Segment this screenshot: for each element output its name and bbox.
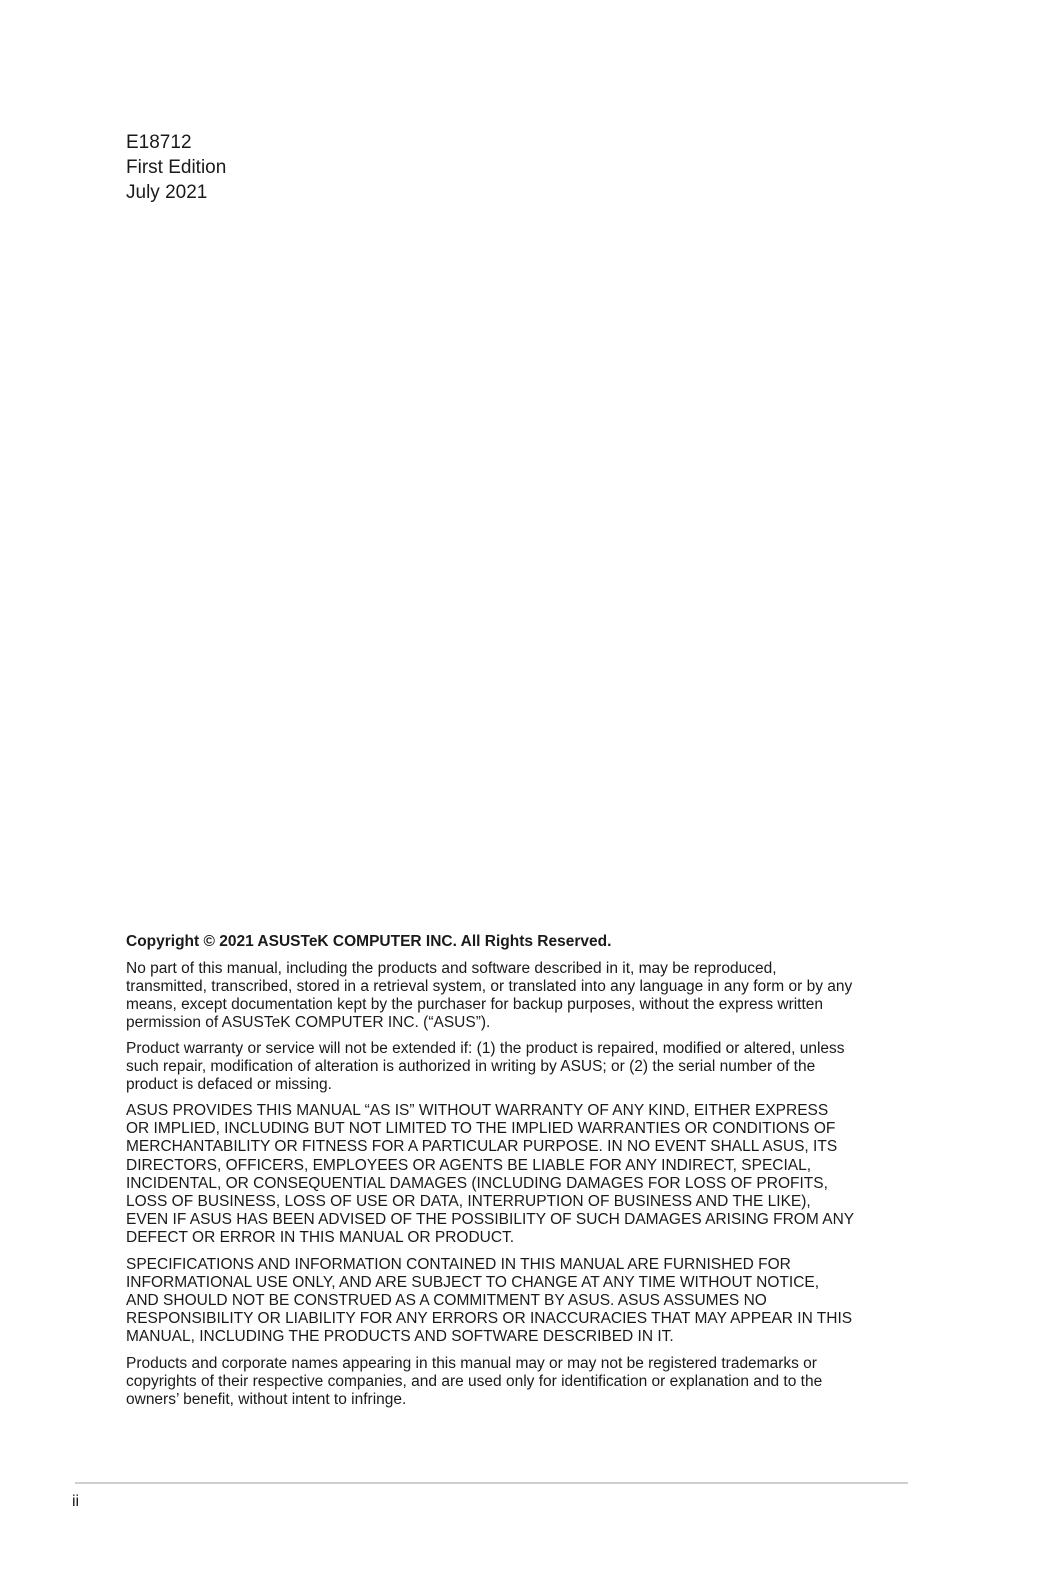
manual-code: E18712 [126,132,192,153]
text-line: ASUS PROVIDES THIS MANUAL “AS IS” WITHOUT WARRANTY OF ANY KIND, EITHER EXPRESS [126,1102,829,1119]
reproduction-paragraph [126,960,926,1032]
copyright-notice [126,932,926,1417]
edition-info [126,130,226,205]
text-line: MANUAL, INCLUDING THE PRODUCTS AND SOFTWARE DESCRIBED IN IT. [126,1328,674,1346]
text-line: INFORMATIONAL USE ONLY, AND ARE SUBJECT TO CHANGE AT ANY TIME WITHOUT NOTICE, [126,1273,820,1291]
text-line: product is defaced or missing. [126,1076,332,1093]
text-line: transmitted, transcribed, stored in a retrieval system, or translated into any language in any form or by any [126,978,853,995]
text-line: LOSS OF BUSINESS, LOSS OF USE OR DATA, INTERRUPTION OF BUSINESS AND THE LIKE), [126,1193,811,1211]
text-line: INCIDENTAL, OR CONSEQUENTIAL DAMAGES (INCLUDING DAMAGES FOR LOSS OF PROFITS, [126,1174,828,1192]
edition-label: First Edition [126,157,227,178]
text-line: EVEN IF ASUS HAS BEEN ADVISED OF THE POSSIBILITY OF SUCH DAMAGES ARISING FROM ANY [126,1211,855,1229]
text-line: SPECIFICATIONS AND INFORMATION CONTAINED IN THIS MANUAL ARE FURNISHED FOR [126,1255,791,1273]
text-line: RESPONSIBILITY OR LIABILITY FOR ANY ERRORS OR INACCURACIES THAT MAY APPEAR IN THIS [126,1310,853,1328]
warranty-paragraph [126,1040,926,1094]
edition-date: July 2021 [126,182,208,203]
text-line: No part of this manual, including the products and software described in it, may be reproduced, [126,960,777,977]
copyright-heading: Copyright © 2021 ASUSTeK COMPUTER INC. All Rights Reserved. [126,933,612,950]
text-line: Product warranty or service will not be extended if: (1) the product is repaired, modified or altered, unless [126,1040,845,1057]
page-number: ii [72,1493,80,1510]
specifications-paragraph [126,1256,926,1347]
text-line: OR IMPLIED, INCLUDING BUT NOT LIMITED TO THE IMPLIED WARRANTIES OR CONDITIONS OF [126,1120,836,1138]
text-line: owners’ benefit, without intent to infringe. [126,1390,407,1408]
text-line: DIRECTORS, OFFICERS, EMPLOYEES OR AGENTS BE LIABLE FOR ANY INDIRECT, SPECIAL, [126,1156,812,1174]
text-line: Products and corporate names appearing in this manual may or may not be registered trademarks or [126,1354,817,1372]
text-line: AND SHOULD NOT BE CONSTRUED AS A COMMITMENT BY ASUS. ASUS ASSUMES NO [126,1292,767,1310]
text-line: permission of ASUSTeK COMPUTER INC. (“ASUS”). [126,1014,491,1031]
text-line: MERCHANTABILITY OR FITNESS FOR A PARTICULAR PURPOSE. IN NO EVENT SHALL ASUS, ITS [126,1138,838,1156]
text-line: DEFECT OR ERROR IN THIS MANUAL OR PRODUCT. [126,1229,515,1247]
text-line: means, except documentation kept by the purchaser for backup purposes, without the express written [126,996,824,1013]
text-line: such repair, modification of alteration is authorized in writing by ASUS; or (2) the serial number of the [126,1058,816,1075]
disclaimer-paragraph [126,1102,926,1248]
footer-divider [75,1482,908,1484]
text-line: copyrights of their respective companies, and are used only for identification or explanation and to the [126,1372,823,1390]
trademarks-paragraph [126,1355,926,1409]
